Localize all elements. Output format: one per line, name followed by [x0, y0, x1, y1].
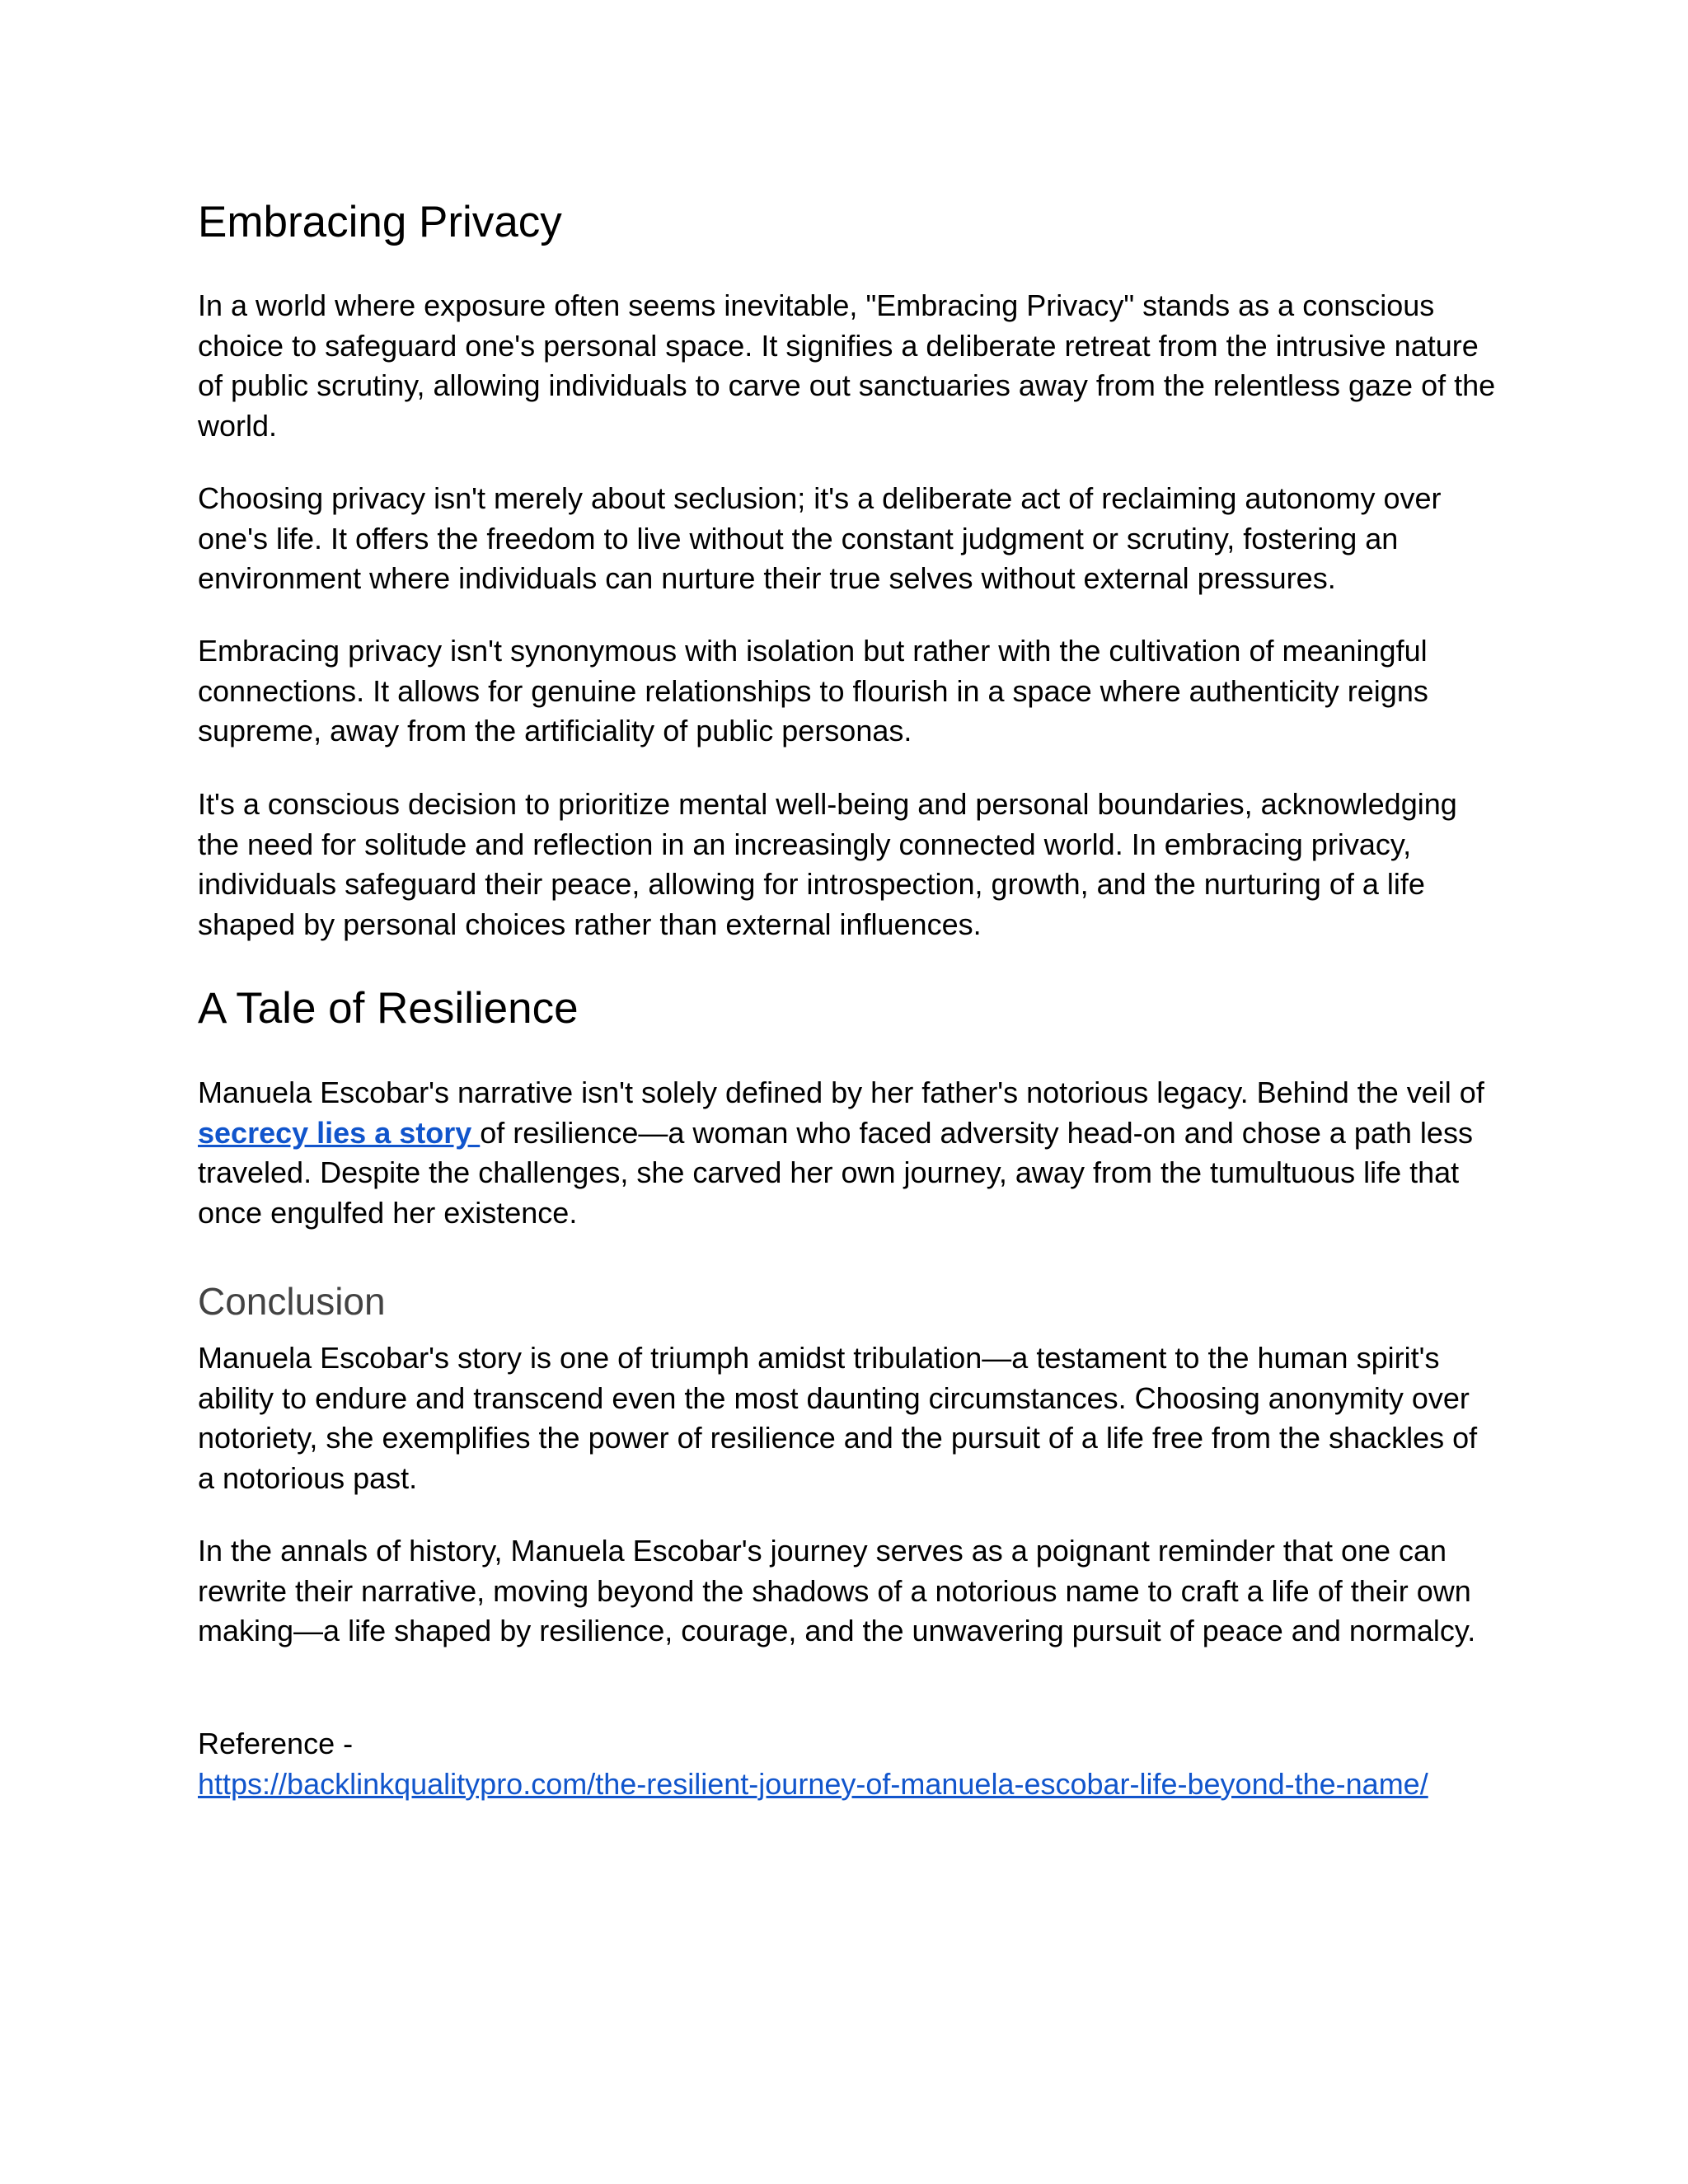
secrecy-story-link[interactable]: secrecy lies a story [198, 1115, 481, 1150]
paragraph: It's a conscious decision to prioritize mental well-being and personal boundaries, acknowledging the need for solitude and reflection in an increasingly connected world. In embracing privacy, individuals safeguard their peace, allowing for introspection, growth, and the nurturing of a life shaped by personal choices rather than external influences. [198, 787, 1457, 941]
paragraph: In the annals of history, Manuela Escobar's journey serves as a poignant reminder that one can rewrite their narrative, moving beyond the shadows of a notorious name to craft a life of their own making—a life shaped by resilience, courage, and the unwavering pursuit of peace and normalcy. [198, 1534, 1476, 1647]
paragraph: Manuela Escobar's story is one of triumph amidst tribulation—a testament to the human spirit's ability to endure and transcend even the most daunting circumstances. Choosing anonymity over notoriety, she exemplifies the power of resilience and the pursuit of a life free from the shackles of a notorious past. [198, 1341, 1478, 1495]
reference-url-link[interactable]: https://backlinkqualitypro.com/the-resilient-journey-of-manuela-escobar-life-beyond-the-name/ [198, 1766, 1428, 1801]
reference [198, 1724, 1428, 1804]
section-heading-conclusion: Conclusion [198, 1280, 386, 1323]
paragraph-with-link [198, 1073, 1500, 1233]
paragraph-text-before-link: Manuela Escobar's narrative isn't solely defined by her father's notorious legacy. Behind the veil of [198, 1076, 1484, 1109]
reference-label: Reference - [198, 1727, 354, 1760]
paragraph: Choosing privacy isn't merely about seclusion; it's a deliberate act of reclaiming autonomy over one's life. It offers the freedom to live without the constant judgment or scrutiny, fostering an environment where individuals can nurture their true selves without external pressures. [198, 481, 1442, 595]
paragraph: Embracing privacy isn't synonymous with isolation but rather with the cultivation of meaningful connections. It allows for genuine relationships to flourish in a space where authenticity reigns supreme, away from the artificiality of public personas. [198, 634, 1428, 748]
section-heading-tale-of-resilience: A Tale of Resilience [198, 984, 579, 1033]
paragraph-text-after-link: of resilience—a woman who faced adversity head-on and chose a path less traveled. Despite the challenges, she carved her own journey, away from the tumultuous life that once engulfed her existence. [198, 1115, 1473, 1230]
section-heading-embracing-privacy: Embracing Privacy [198, 198, 562, 246]
paragraph: In a world where exposure often seems inevitable, "Embracing Privacy" stands as a conscious choice to safeguard one's personal space. It signifies a deliberate retreat from the intrusive nature of public scrutiny, allowing individuals to carve out sanctuaries away from the relentless gaze of the world. [198, 288, 1496, 443]
